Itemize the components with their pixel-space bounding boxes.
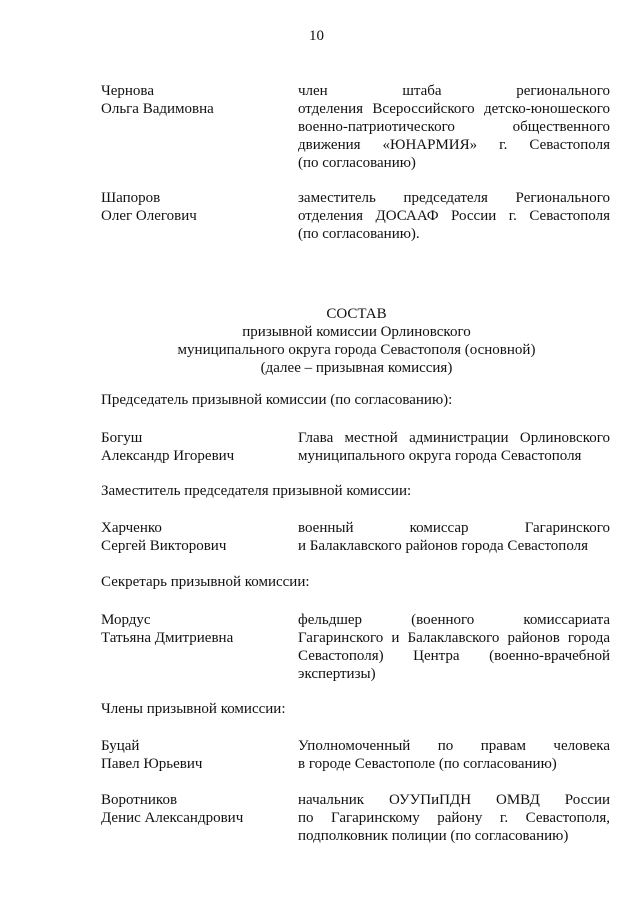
- member-role: [298, 519, 610, 555]
- given-names: Александр Игоревич: [101, 448, 235, 464]
- member-role: [298, 737, 610, 773]
- role-line: подполковник полиции (по согласованию): [298, 828, 569, 844]
- surname: Буцай: [101, 738, 140, 754]
- composition-line: муниципального округа города Севастополя (основной): [177, 342, 536, 358]
- role-line: движения «ЮНАРМИЯ» г. Севастополя: [298, 137, 610, 153]
- member-name: [101, 189, 281, 225]
- surname: Богуш: [101, 430, 143, 446]
- role-line: Севастополя) Центра (военно-врачебной: [298, 648, 610, 664]
- role-line: отделения ДОСААФ России г. Севастополя: [298, 208, 610, 224]
- member-entry: [101, 82, 611, 172]
- surname: Шапоров: [101, 190, 161, 206]
- role-line: Глава местной администрации Орлиновского: [298, 430, 610, 446]
- given-names: Олег Олегович: [101, 208, 197, 224]
- surname: Харченко: [101, 520, 162, 536]
- member-entry: [101, 189, 611, 243]
- given-names: Сергей Викторович: [101, 538, 227, 554]
- role-line: военно-патриотического общественного: [298, 119, 610, 135]
- given-names: Татьяна Дмитриевна: [101, 630, 234, 646]
- section-label: Заместитель председателя призывной комиссии:: [101, 483, 412, 499]
- role-line: начальник ОУУПиПДН ОМВД России: [298, 792, 610, 808]
- page-number: 10: [309, 28, 324, 44]
- role-line: член штаба регионального: [298, 83, 610, 99]
- given-names: Денис Александрович: [101, 810, 244, 826]
- member-role: [298, 189, 610, 243]
- member-name: [101, 429, 281, 465]
- surname: Воротников: [101, 792, 178, 808]
- section-label: Секретарь призывной комиссии:: [101, 574, 310, 590]
- role-line: отделения Всероссийского детско-юношеского: [298, 101, 610, 117]
- member-role: [298, 791, 610, 845]
- member-entry: [101, 429, 611, 465]
- role-line: Гагаринского и Балаклавского районов города: [298, 630, 610, 646]
- member-name: [101, 791, 281, 827]
- role-line: заместитель председателя Регионального: [298, 190, 610, 206]
- role-line: фельдшер (военного комиссариата: [298, 612, 610, 628]
- role-line: (по согласованию): [298, 155, 416, 171]
- role-line: в городе Севастополе (по согласованию): [298, 756, 557, 772]
- member-role: [298, 429, 610, 465]
- role-line: Уполномоченный по правам человека: [298, 738, 610, 754]
- role-line: экспертизы): [298, 666, 376, 682]
- member-name: [101, 519, 281, 555]
- role-line: (по согласованию).: [298, 226, 420, 242]
- given-names: Павел Юрьевич: [101, 756, 203, 772]
- member-name: [101, 82, 281, 118]
- member-entry: [101, 737, 611, 773]
- composition-title: СОСТАВ: [326, 306, 387, 322]
- surname: Чернова: [101, 83, 154, 99]
- member-role: [298, 611, 610, 683]
- surname: Мордус: [101, 612, 151, 628]
- member-name: [101, 737, 281, 773]
- member-entry: [101, 611, 611, 683]
- role-line: и Балаклавского районов города Севастополя: [298, 538, 589, 554]
- role-line: по Гагаринскому району г. Севастополя,: [298, 810, 610, 826]
- section-label: Члены призывной комиссии:: [101, 701, 286, 717]
- composition-line: (далее – призывная комиссия): [260, 360, 453, 376]
- composition-line: призывной комиссии Орлиновского: [242, 324, 471, 340]
- given-names: Ольга Вадимовна: [101, 101, 214, 117]
- member-name: [101, 611, 281, 647]
- composition-heading: [0, 305, 633, 377]
- member-entry: [101, 519, 611, 555]
- member-entry: [101, 791, 611, 845]
- role-line: муниципального округа города Севастополя: [298, 448, 582, 464]
- role-line: военный комиссар Гагаринского: [298, 520, 610, 536]
- section-label: Председатель призывной комиссии (по согласованию):: [101, 392, 453, 408]
- member-role: [298, 82, 610, 172]
